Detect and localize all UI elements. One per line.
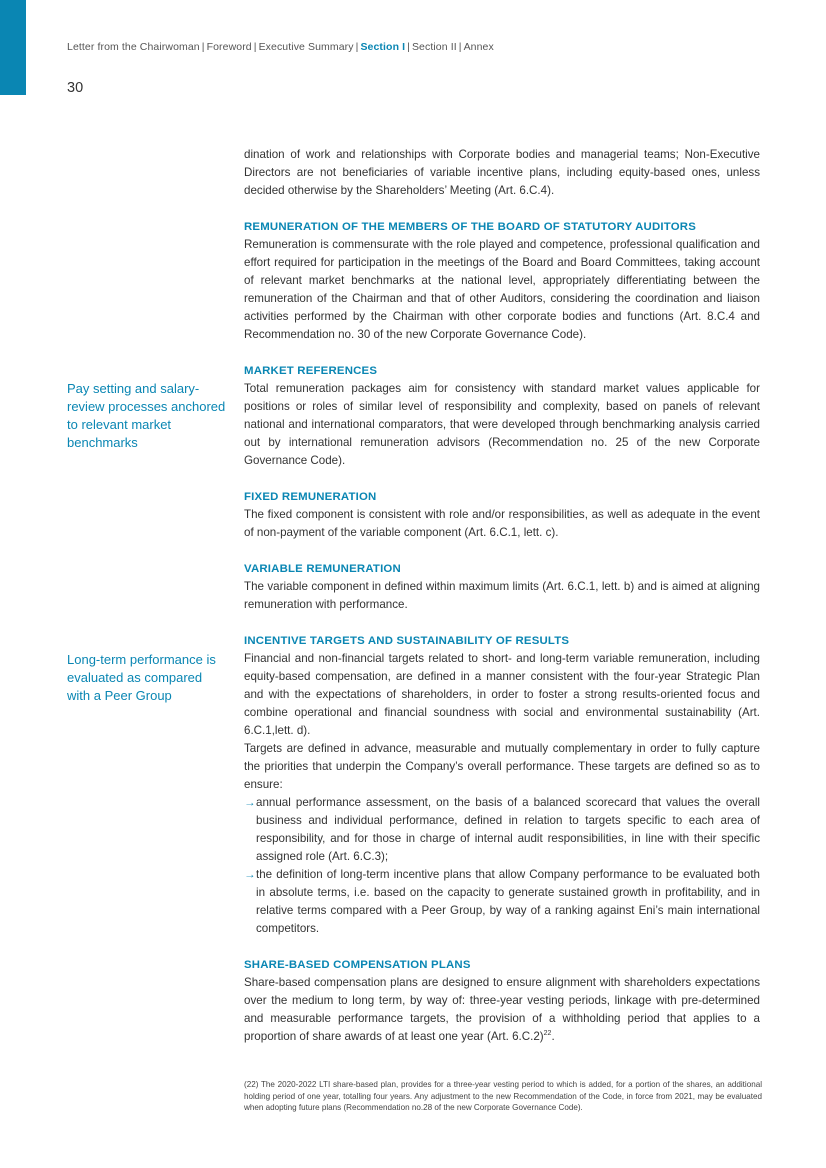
list-item	[244, 794, 760, 866]
breadcrumb-item-section-2[interactable]: Section II	[411, 41, 457, 53]
incentive-targets-paragraph-2: Targets are defined in advance, measurable and mutually complementary in order to fully capture the priorities that underpin the Company’s overall performance. These targets are defined so as to ensure:	[244, 742, 760, 791]
bullet-text-long-term-plans: the definition of long-term incentive plans that allow Company performance to be evaluated both in absolute terms, i.e. based on the capacity to generate sustained growth in profitability, and in relative terms compared with a Peer Group, by way of a ranking against Eni’s main international competitors.	[256, 868, 760, 935]
page-number: 30	[67, 80, 84, 96]
breadcrumb-separator: |	[201, 41, 205, 53]
statutory-auditors-paragraph: Remuneration is commensurate with the role played and competence, professional qualification and effort required for participation in the meetings of the Board and Board Committees, taking account of relevant market benchmarks at the national level, appropriately differentiating between the remuneration of the Chairman and that of other Auditors, considering the coordination and liaison activities performed by the Chairman with other corporate bodies and functions (Art. 8.C.4 and Recommendation no. 30 of the new Corporate Governance Code).	[244, 238, 760, 341]
bullet-text-annual-assessment: annual performance assessment, on the basis of a balanced scorecard that values the overall business and individual performance, defined in relation to targets specific to each area of responsibility, and for those in charge of internal audit responsibilities, in line with their specific assigned role (Art. 6.C.3);	[256, 796, 760, 863]
heading-share-based-plans: SHARE-BASED COMPENSATION PLANS	[244, 959, 471, 971]
accent-bar	[0, 0, 26, 95]
breadcrumb-item-annex[interactable]: Annex	[463, 41, 494, 53]
heading-market-references: MARKET REFERENCES	[244, 365, 378, 377]
fixed-remuneration-paragraph: The fixed component is consistent with role and/or responsibilities, as well as adequate in the event of non-payment of the variable component (Art. 6.C.1, lett. c).	[244, 508, 760, 539]
footnote: (22) The 2020-2022 LTI share-based plan, provides for a three-year vesting period to which is added, for a portion of the shares, an additional holding period of one year, totalling four years. Any adjustment to the new Recommendation of the Code, in force from 2021, may be evaluated when adopting future plans (Recommendation no.28 of the new Corporate Governance Code).	[244, 1080, 762, 1112]
arrow-right-icon: →	[244, 796, 256, 809]
footnote-reference[interactable]: 22	[543, 1030, 552, 1038]
breadcrumb-separator: |	[355, 41, 359, 53]
variable-remuneration-paragraph: The variable component in defined within maximum limits (Art. 6.C.1, lett. b) and is aimed at aligning remuneration with performance.	[244, 580, 760, 611]
breadcrumb	[67, 41, 494, 53]
breadcrumb-item-letter[interactable]: Letter from the Chairwoman	[67, 41, 200, 53]
sidebar-note-peer-group: Long-term performance is evaluated as compared with a Peer Group	[67, 652, 216, 703]
breadcrumb-item-foreword[interactable]: Foreword	[206, 41, 252, 53]
breadcrumb-separator: |	[253, 41, 257, 53]
share-based-plans-text: Share-based compensation plans are designed to ensure alignment with shareholders expectations over the medium to long term, by way of: three-year vesting periods, linkage with pre-determined and measurable performance targets, the provision of a withholding period that applies to a proportion of share awards of at least one year (Art. 6.C.2)	[244, 976, 760, 1043]
intro-paragraph: dination of work and relationships with Corporate bodies and managerial teams; Non-Executive Directors are not beneficiaries of variable incentive plans, including equity-based ones, unless decided otherwise by the Shareholders’ Meeting (Art. 6.C.4).	[244, 148, 760, 197]
heading-variable-remuneration: VARIABLE REMUNERATION	[244, 563, 401, 575]
breadcrumb-item-section-1[interactable]: Section I	[360, 41, 406, 53]
market-references-paragraph: Total remuneration packages aim for consistency with standard market values applicable for positions or roles of similar level of responsibility and complexity, based on panels of relevant national and international comparators, that were developed through benchmarking analysis carried out by international remuneration advisors (Recommendation no. 25 of the new Corporate Governance Code).	[244, 382, 760, 467]
heading-fixed-remuneration: FIXED REMUNERATION	[244, 491, 377, 503]
sidebar-note-market-benchmarks: Pay setting and salary-review processes anchored to relevant market benchmarks	[67, 381, 226, 450]
sentence-end: .	[551, 1030, 555, 1043]
list-item	[244, 866, 760, 938]
share-based-plans-paragraph	[244, 974, 760, 1046]
breadcrumb-item-executive-summary[interactable]: Executive Summary	[258, 41, 354, 53]
arrow-right-icon: →	[244, 868, 256, 881]
main-content	[244, 146, 760, 1046]
heading-incentive-targets: INCENTIVE TARGETS AND SUSTAINABILITY OF RESULTS	[244, 635, 570, 647]
breadcrumb-separator: |	[407, 41, 410, 53]
breadcrumb-separator: |	[458, 41, 462, 53]
incentive-targets-paragraph-1: Financial and non-financial targets related to short- and long-term variable remuneration, including equity-based compensation, are defined in a manner consistent with the four-year Strategic Plan and with the expectations of shareholders, in order to foster a strong results-oriented focus and combine operational and financial soundness with social and environmental sustainability (Art. 6.C.1,lett. d).	[244, 652, 760, 737]
heading-statutory-auditors: REMUNERATION OF THE MEMBERS OF THE BOARD OF STATUTORY AUDITORS	[244, 221, 696, 233]
